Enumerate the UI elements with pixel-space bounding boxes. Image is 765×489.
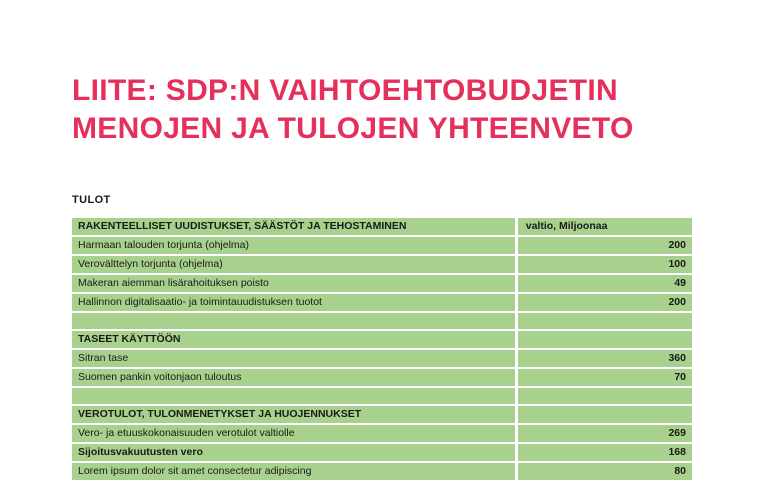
table-group-row [72, 406, 692, 423]
table-group-row [72, 331, 692, 348]
table-header-label: RAKENTEELLISET UUDISTUKSET, SÄÄSTÖT JA TEHOSTAMINEN [72, 218, 518, 235]
group-label: VEROTULOT, TULONMENETYKSET JA HUOJENNUKSET [72, 406, 518, 423]
row-value: 80 [518, 463, 692, 480]
page-title-line-1: LIITE: SDP:N VAIHTOEHTOBUDJETIN [72, 74, 619, 107]
row-label: Vero- ja etuuskokonaisuuden verotulot valtiolle [72, 425, 518, 442]
row-label: Verovälttelyn torjunta (ohjelma) [72, 256, 518, 273]
table-row [72, 256, 692, 273]
row-value: 200 [518, 237, 692, 254]
table-header-row [72, 218, 692, 235]
row-label: Lorem ipsum dolor sit amet consectetur adipiscing [72, 463, 518, 480]
group-value [518, 331, 692, 348]
table-row [72, 444, 692, 461]
row-label: Suomen pankin voitonjaon tuloutus [72, 369, 518, 386]
table-row-blank [72, 388, 692, 404]
budget-table-body [72, 218, 692, 480]
row-label [72, 388, 518, 404]
row-value: 200 [518, 294, 692, 311]
table-row-blank [72, 313, 692, 329]
row-value [518, 313, 692, 329]
table-row [72, 275, 692, 292]
budget-table [72, 216, 692, 482]
table-row [72, 425, 692, 442]
row-value: 269 [518, 425, 692, 442]
row-label: Makeran aiemman lisärahoituksen poisto [72, 275, 518, 292]
row-value: 100 [518, 256, 692, 273]
table-row [72, 350, 692, 367]
table-row [72, 369, 692, 386]
row-value: 360 [518, 350, 692, 367]
table-row [72, 463, 692, 480]
row-label [72, 313, 518, 329]
row-label: Sijoitusvakuutusten vero [72, 444, 518, 461]
row-label: Sitran tase [72, 350, 518, 367]
page-title-line-2: MENOJEN JA TULOJEN YHTEENVETO [72, 112, 634, 145]
section-label-tulot: TULOT [72, 194, 111, 206]
row-label: Harmaan talouden torjunta (ohjelma) [72, 237, 518, 254]
group-label: TASEET KÄYTTÖÖN [72, 331, 518, 348]
group-value [518, 406, 692, 423]
row-value: 70 [518, 369, 692, 386]
row-value: 168 [518, 444, 692, 461]
row-label: Hallinnon digitalisaatio- ja toimintauudistuksen tuotot [72, 294, 518, 311]
row-value: 49 [518, 275, 692, 292]
table-header-value: valtio, Miljoonaa [518, 218, 692, 235]
table-row [72, 237, 692, 254]
row-value [518, 388, 692, 404]
table-row [72, 294, 692, 311]
page-title [72, 72, 692, 148]
